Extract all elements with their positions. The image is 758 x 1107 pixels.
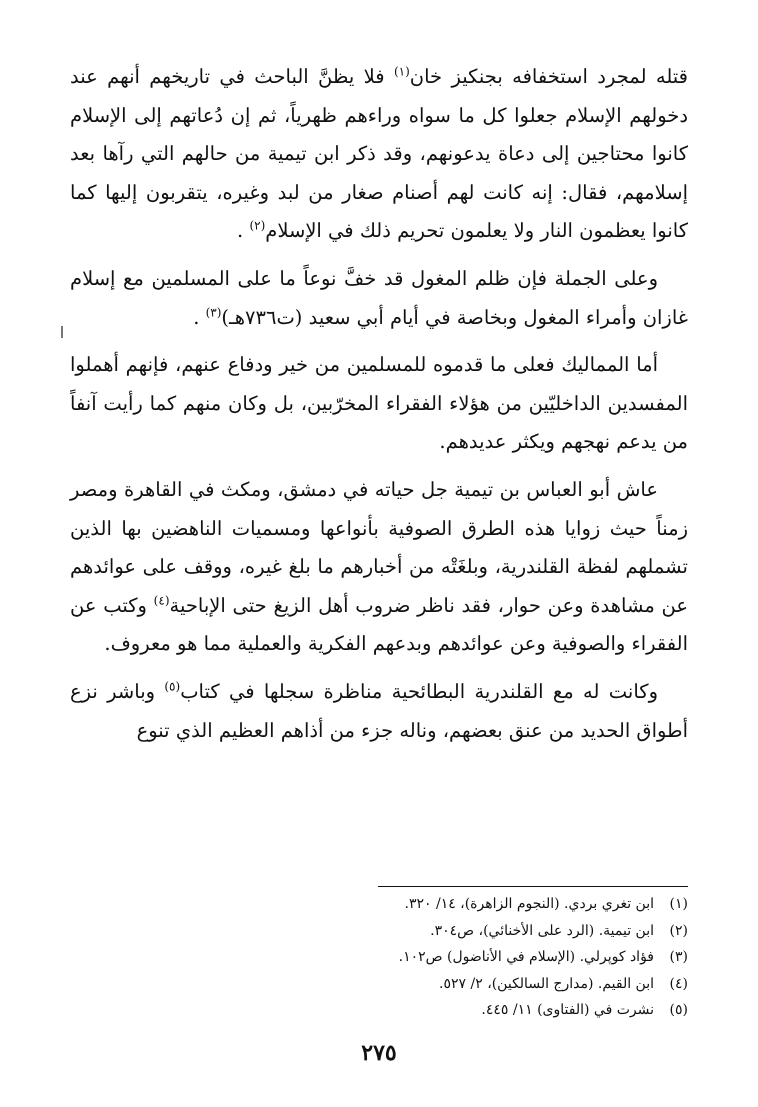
footnote-number: (٤) bbox=[669, 975, 688, 992]
footnote-marker: (٣) bbox=[205, 305, 222, 320]
footnote bbox=[200, 971, 688, 998]
paragraph-text: وكتب عن الفقراء والصوفية وعن عوائدهم وبدعهم الفكرية والعملية مما هو معروف. bbox=[70, 593, 688, 656]
paragraph bbox=[70, 346, 688, 462]
paragraph-text: عاش أبو العباس بن تيمية جل حياته في دمشق، ومكث في القاهرة ومصر زمناً حيث زوايا هذه الطرق الصوفية بأنواعها ومسميات الناهضين بها الذين تشملهم لفظة القلندرية، وبلغَتْه من أخبارهم ما بلغ غيره، ووقف على عوائدهم عن مشاهدة وعن حوار، فقد ناظر ضروب أهل الزيغ حتى الإباحية bbox=[70, 477, 688, 617]
footnote-text: نشرت في (الفتاوى) ١١/ ٤٤٥. bbox=[481, 1002, 654, 1018]
paragraph-text: فلا يظنَّ الباحث في تاريخهم أنهم عند دخولهم الإسلام جعلوا كل ما سواه وراءهم ظهرياً، ثم إن دُعاتهم إلى الإسلام كانوا محتاجين إلى دعاة يدعونهم، وقد ذكر ابن تيمية من حالهم التي رآها بعد إسلامهم، فقال: إنه كانت لهم أصنام صغار من لبد وغيره، يتقربون إليها كما كانوا يعظمون النار ولا يعلمون تحريم ذلك في الإسلام bbox=[70, 65, 688, 243]
footnote-number: (١) bbox=[669, 896, 688, 912]
paragraph-text: أما المماليك فعلى ما قدموه للمسلمين من خير ودفاع عنهم، فإنهم أهملوا المفسدين الداخليّين من هؤلاء الفقراء المخرّبين، بل وكان منهم كما رأيت آنفاً من يدعم نهجهم ويكثر عديدهم. bbox=[70, 353, 688, 454]
footnote-number: (٣) bbox=[669, 949, 688, 965]
paragraph bbox=[70, 58, 688, 251]
paragraph-text: قتله لمجرد استخفافه بجنكيز خان bbox=[409, 65, 688, 88]
footnote-marker: (٥) bbox=[164, 679, 181, 694]
main-text bbox=[70, 58, 688, 750]
paragraph-text: . bbox=[237, 219, 250, 243]
paragraph-text: وعلى الجملة فإن ظلم المغول قد خفَّ نوعاً ما على المسلمين مع إسلام غازان وأمراء المغول وبخاصة في أيام أبي سعيد (ت٧٣٦هـ) bbox=[70, 266, 688, 329]
footnotes bbox=[200, 891, 688, 1024]
paragraph-text: . bbox=[193, 305, 206, 329]
footnote-text: ابن تغري بردي. (النجوم الزاهرة)، ١٤/ ٣٢٠. bbox=[404, 896, 654, 912]
footnote bbox=[200, 918, 688, 945]
footnote-marker: (٤) bbox=[153, 593, 170, 608]
paragraph-text: وباشر نزع أطواق الحديد من عنق بعضهم، وناله جزء من أذاهم العظيم الذي تنوع bbox=[70, 679, 688, 742]
footnote-separator bbox=[378, 886, 688, 887]
footnote-text: فؤاد كوپرلي. (الإسلام في الأناضول) ص١٠٢. bbox=[398, 949, 654, 965]
page-number: ٢٧٥ bbox=[361, 1040, 397, 1066]
footnote-number: (٥) bbox=[669, 1002, 688, 1018]
footnote-text: ابن تيمية. (الرد على الأخنائي)، ص٣٠٤. bbox=[430, 922, 654, 939]
footnote bbox=[200, 997, 688, 1024]
footnote-number: (٢) bbox=[669, 922, 688, 939]
margin-mark bbox=[61, 326, 63, 338]
footnote bbox=[200, 944, 688, 971]
footnote-marker: (١) bbox=[393, 64, 410, 79]
paragraph bbox=[70, 471, 688, 664]
paragraph bbox=[70, 260, 688, 337]
paragraph-text: وكانت له مع القلندرية البطائحية مناظرة سجلها في كتاب bbox=[180, 679, 658, 703]
footnote-marker: (٢) bbox=[249, 218, 266, 233]
paragraph bbox=[70, 673, 688, 750]
footnote-text: ابن القيم. (مدارج السالكين)، ٢/ ٥٢٧. bbox=[439, 975, 654, 992]
footnote bbox=[200, 891, 688, 918]
